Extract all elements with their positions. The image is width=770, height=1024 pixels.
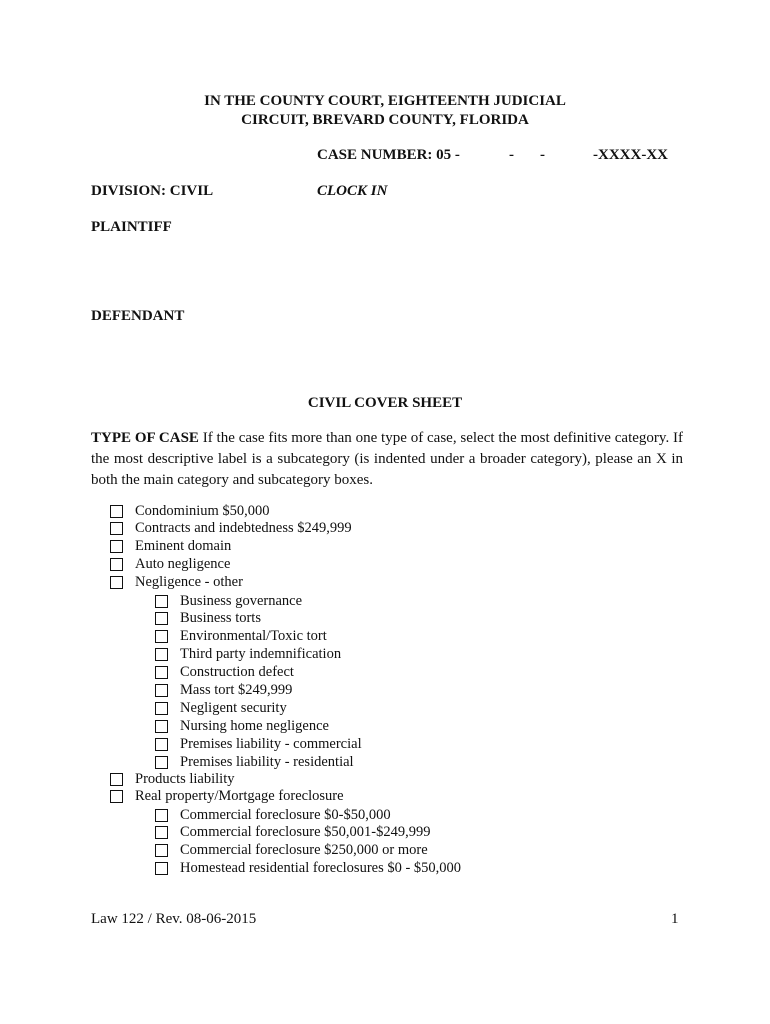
case-type-label: Commercial foreclosure $50,001-$249,999: [180, 824, 431, 841]
checkbox[interactable]: [155, 648, 168, 661]
checkbox[interactable]: [155, 738, 168, 751]
type-of-case-paragraph: [91, 428, 683, 491]
checkbox[interactable]: [155, 844, 168, 857]
checkbox[interactable]: [155, 826, 168, 839]
case-type-label: Commercial foreclosure $250,000 or more: [180, 842, 428, 859]
case-type-option: [155, 610, 261, 628]
case-type-label: Condominium $50,000: [135, 502, 270, 519]
checkbox[interactable]: [110, 576, 123, 589]
case-type-option: [110, 520, 352, 538]
case-type-option: [155, 735, 362, 753]
plaintiff-label: PLAINTIFF: [91, 219, 172, 235]
case-type-label: Commercial foreclosure $0-$50,000: [180, 806, 391, 823]
case-type-label: Auto negligence: [135, 556, 231, 573]
checkbox[interactable]: [155, 630, 168, 643]
case-type-option: [155, 806, 391, 824]
case-type-label: Real property/Mortgage foreclosure: [135, 788, 344, 805]
case-type-label: Premises liability - commercial: [180, 735, 362, 752]
case-number-suffix: -XXXX-XX: [593, 147, 668, 163]
clock-in-label: CLOCK IN: [317, 183, 388, 199]
checkbox[interactable]: [155, 809, 168, 822]
case-type-label: Construction defect: [180, 664, 294, 681]
type-of-case-text: If the case fits more than one type of case, select the most definitive category. If the most descriptive label is a subcategory (is indented under a broader category), please an X in both the main category and subcategory boxes.: [91, 430, 683, 488]
checkbox[interactable]: [110, 540, 123, 553]
case-type-option: [110, 538, 231, 556]
case-type-label: Third party indemnification: [180, 646, 342, 663]
case-type-option: [110, 770, 234, 788]
case-type-option: [155, 664, 294, 682]
court-title-line-2: CIRCUIT, BREVARD COUNTY, FLORIDA: [241, 112, 529, 128]
case-type-option: [155, 628, 327, 646]
case-type-option: [110, 556, 230, 574]
case-type-option: [155, 860, 461, 878]
page-number: 1: [671, 911, 679, 927]
defendant-label: DEFENDANT: [91, 308, 185, 324]
checkbox[interactable]: [110, 558, 123, 571]
case-type-option: [155, 753, 354, 771]
case-type-option: [110, 502, 270, 520]
case-type-option: [110, 574, 243, 592]
case-type-label: Negligent security: [180, 699, 287, 716]
checkbox[interactable]: [155, 862, 168, 875]
checkbox[interactable]: [110, 790, 123, 803]
case-type-label: Environmental/Toxic tort: [180, 628, 327, 645]
case-type-label: Homestead residential foreclosures $0 - $50,000: [180, 860, 462, 877]
checkbox[interactable]: [155, 595, 168, 608]
case-type-option: [155, 592, 302, 610]
case-number-label: CASE NUMBER: 05 -: [317, 147, 460, 163]
case-type-label: Business governance: [180, 592, 303, 609]
checkbox[interactable]: [110, 505, 123, 518]
case-type-label: Products liability: [135, 770, 235, 787]
court-title-line-1: IN THE COUNTY COURT, EIGHTEENTH JUDICIAL: [204, 93, 566, 109]
case-type-label: Nursing home negligence: [180, 717, 329, 734]
case-type-label: Eminent domain: [135, 538, 232, 555]
case-type-label: Premises liability - residential: [180, 753, 354, 770]
checkbox[interactable]: [155, 666, 168, 679]
case-type-label: Negligence - other: [135, 574, 243, 591]
case-type-option: [155, 646, 341, 664]
case-type-option: [155, 842, 428, 860]
case-type-option: [110, 788, 344, 806]
division-label: DIVISION: CIVIL: [91, 183, 214, 199]
checkbox[interactable]: [155, 756, 168, 769]
case-type-label: Business torts: [180, 610, 261, 627]
case-type-label: Contracts and indebtedness $249,999: [135, 520, 352, 537]
checkbox[interactable]: [155, 684, 168, 697]
checkbox[interactable]: [155, 720, 168, 733]
case-type-option: [155, 682, 292, 700]
checkbox[interactable]: [110, 773, 123, 786]
checkbox[interactable]: [155, 612, 168, 625]
case-type-option: [155, 824, 430, 842]
checkbox[interactable]: [155, 702, 168, 715]
case-number-dash-1: -: [509, 147, 514, 163]
case-type-option: [155, 717, 329, 735]
type-of-case-lead: TYPE OF CASE: [91, 430, 199, 446]
case-type-option: [155, 699, 287, 717]
sheet-title: CIVIL COVER SHEET: [307, 395, 463, 411]
checkbox[interactable]: [110, 522, 123, 535]
case-number-dash-2: -: [540, 147, 545, 163]
form-id: Law 122 / Rev. 08-06-2015: [91, 911, 257, 927]
case-type-label: Mass tort $249,999: [180, 682, 293, 698]
